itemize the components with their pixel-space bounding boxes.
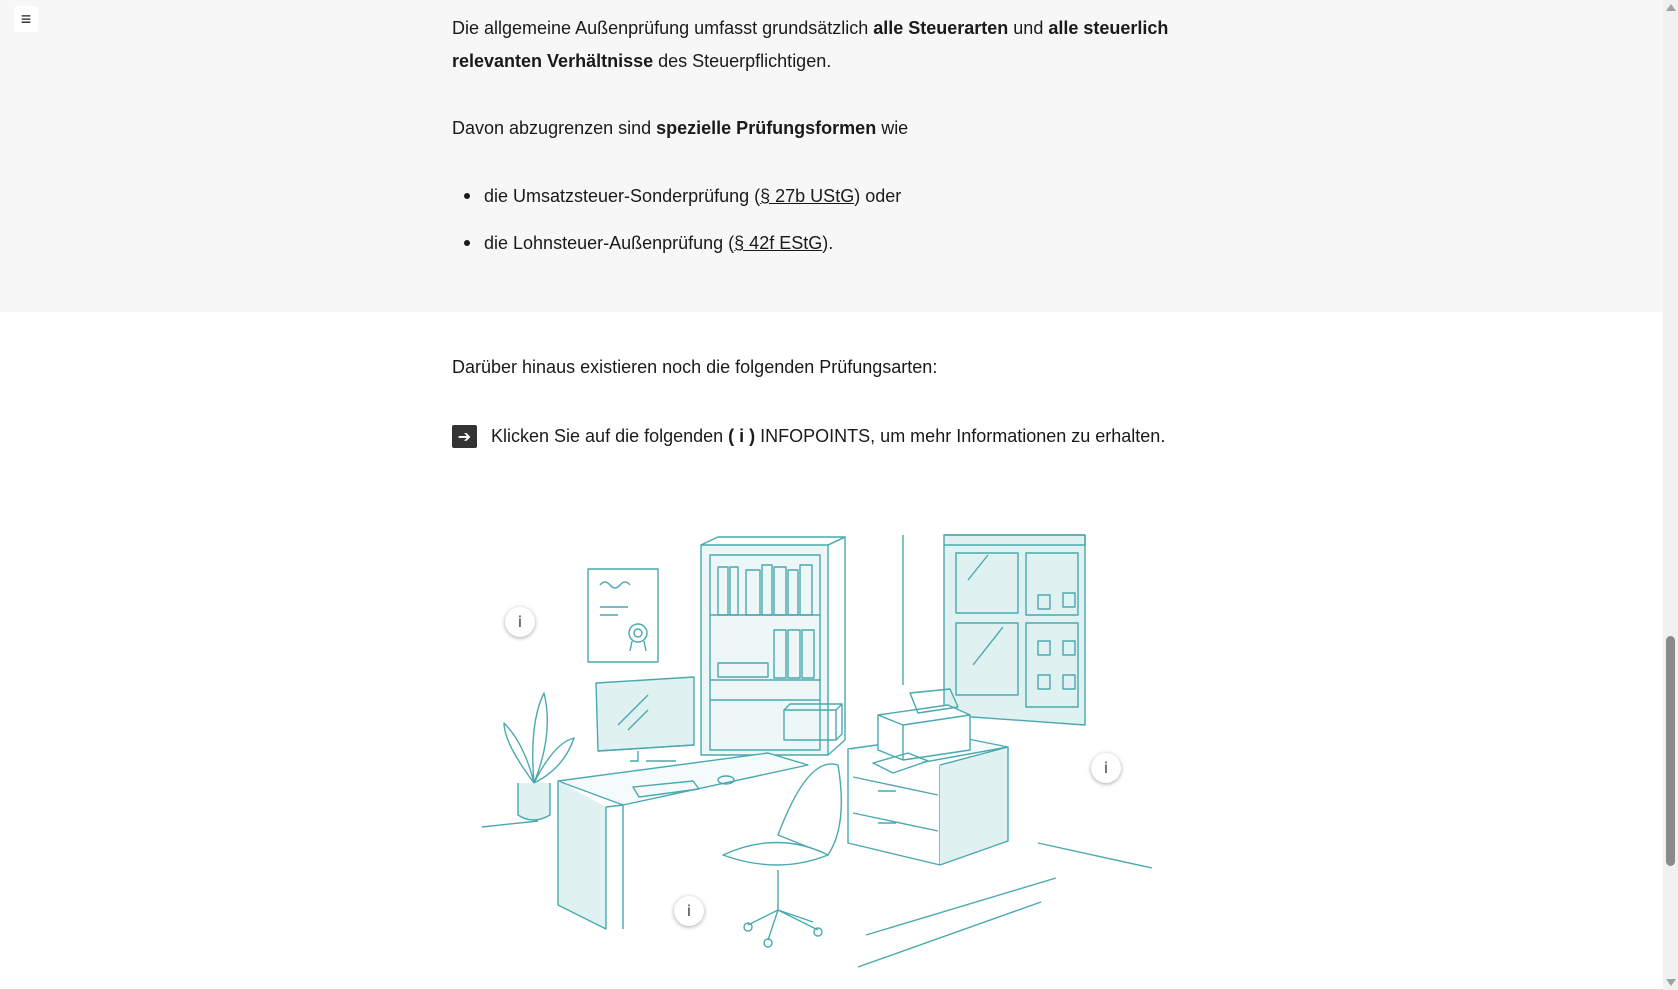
- text-span: und: [1008, 18, 1049, 38]
- scroll-down-arrow-icon[interactable]: [1666, 979, 1676, 986]
- floor-line: [858, 902, 1041, 967]
- list-text: ).: [822, 233, 834, 253]
- text-span: wie: [876, 118, 909, 138]
- list-text: die Umsatzsteuer-Sonderprüfung (: [484, 186, 761, 206]
- floor-line: [482, 821, 538, 827]
- law-link-estg[interactable]: § 42f EStG: [734, 233, 823, 253]
- floor-line: [1038, 843, 1152, 868]
- special-audit-list: [452, 180, 901, 274]
- certificate-scribble: [600, 582, 630, 588]
- text-span: INFOPOINTS, um mehr Informationen zu erhalten.: [755, 426, 1166, 446]
- text-span: Die allgemeine Außenprüfung umfasst grundsätzlich: [452, 18, 874, 38]
- infopoint-hint: [452, 425, 1165, 448]
- bold-text: spezielle Prüfungsformen: [656, 118, 877, 138]
- infopoint-button[interactable]: i: [505, 607, 535, 637]
- further-types-paragraph: Darüber hinaus existieren noch die folgenden Prüfungsarten:: [452, 357, 938, 377]
- vertical-scrollbar[interactable]: [1663, 0, 1678, 990]
- infopoint-button[interactable]: i: [1091, 753, 1121, 783]
- scrollbar-thumb[interactable]: [1666, 636, 1675, 866]
- text-span: des Steuerpflichtigen.: [653, 51, 832, 71]
- scroll-up-arrow-icon[interactable]: [1666, 4, 1676, 11]
- text-span: Davon abzugrenzen sind: [452, 118, 657, 138]
- list-text: die Lohnsteuer-Außenprüfung (: [484, 233, 735, 253]
- text-span: Klicken Sie auf die folgenden: [491, 426, 729, 446]
- list-item: [452, 227, 901, 274]
- bold-text: ( i ): [728, 426, 756, 446]
- intro-paragraph: [452, 12, 1212, 78]
- law-link-ustg[interactable]: § 27b UStG: [760, 186, 855, 206]
- bold-text: alle steuerlich relevanten Verhältnisse: [452, 18, 1169, 71]
- infopoint-button[interactable]: i: [674, 896, 704, 926]
- office-illustration: [478, 525, 1158, 975]
- arrow-right-icon: ➔: [452, 425, 477, 448]
- bold-text: alle Steuerarten: [873, 18, 1009, 38]
- delimit-paragraph: [452, 112, 1212, 145]
- hint-text: [491, 426, 1165, 447]
- hamburger-menu-icon[interactable]: ≡: [14, 6, 38, 32]
- list-text: ) oder: [854, 186, 902, 206]
- list-item: [452, 180, 901, 227]
